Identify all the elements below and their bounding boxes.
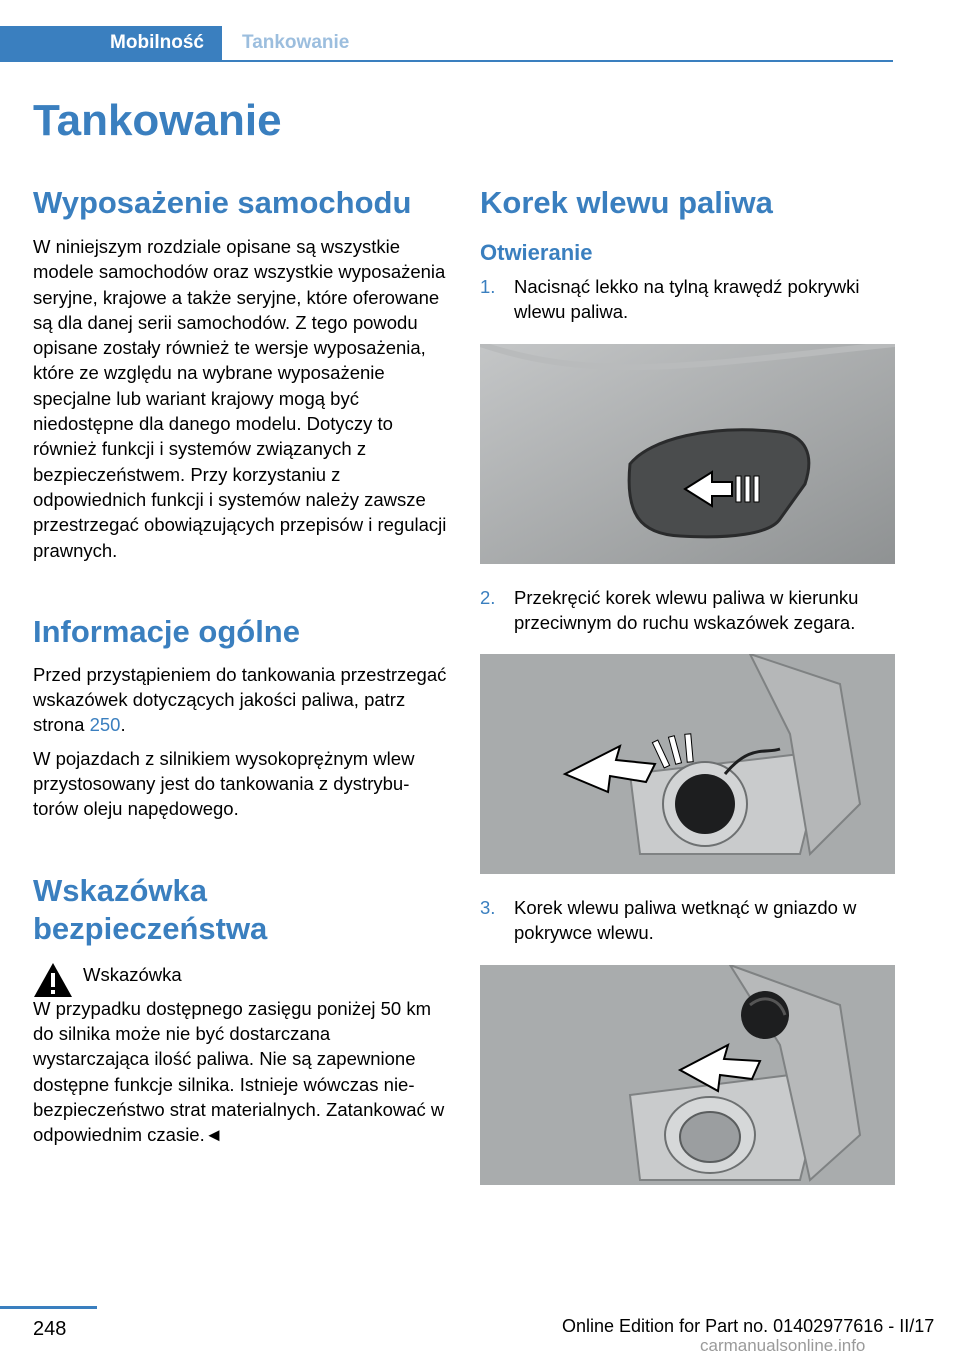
step-number: 2. (480, 586, 496, 608)
end-mark: ◄ (204, 1124, 224, 1146)
warning-triangle-icon (33, 962, 73, 998)
watermark: carmanualsonline.info (700, 1336, 866, 1355)
safety-heading: Wskazówka bezpieczeństwa (33, 872, 268, 946)
warning-text (33, 996, 447, 1148)
fuel-cap-stow-image (480, 965, 895, 1185)
equipment-heading: Wyposażenie samochodu (33, 185, 412, 220)
step-illustration-2 (480, 654, 895, 874)
general-text-1-before: Przed przystąpieniem do tankowania przestrzegać wskazówek dotyczących jakości paliwa, patrz strona (33, 663, 447, 736)
right-column (480, 184, 895, 1185)
warning-label: Wskazówka (83, 963, 182, 985)
page-number: 248 (33, 1318, 67, 1340)
edition-text: Online Edition for Part no. 01402977616 - II/17 (562, 1316, 935, 1336)
step-item (480, 895, 895, 946)
header-rule (0, 60, 893, 62)
page-header (0, 26, 893, 60)
left-column (33, 184, 447, 1147)
general-heading: Informacje ogólne (33, 613, 300, 649)
fuel-cap-stow-illustration (480, 965, 895, 1185)
page-reference-link[interactable]: 250 (89, 714, 121, 736)
fuel-flap-press-image (480, 344, 895, 564)
fuel-cap-turn-image (480, 654, 895, 874)
general-text-1 (33, 662, 447, 738)
step-item (480, 585, 895, 636)
step-number: 3. (480, 897, 496, 919)
warning-block (33, 962, 447, 998)
header-chapter-tab[interactable]: Tankowanie (242, 32, 350, 53)
equipment-text: W niniejszym rozdziale opisane są wszystkie modele samochodów oraz wszystkie wyposażenia seryjne, krajowe a także seryjne, które oferowane są dla danej serii samochodów. Z tego powodu opisane zostały również te wersje wyposażenia, które ze względu na wybrane wyposażenie specjalne lub wariant krajowy mogą być niedostępne dla danego modelu. Dotyczy to również funkcji i systemów związanych z bezpieczeństwem. Przy korzystaniu z odpowiednich funkcji i systemów należy zawsze przestrzegać obowiązujących przepisów i regulacji prawnych. (33, 236, 447, 561)
header-section-tab[interactable]: Mobilność (0, 26, 222, 60)
step-text: Przekręcić korek wlewu paliwa w kierunku przeciwnym do ruchu wskazówek zegara. (514, 586, 859, 633)
fuel-cap-turn-illustration (480, 654, 895, 874)
step-item (480, 274, 895, 325)
general-text-2: W pojazdach z silnikiem wysokoprężnym wlew przystosowany jest do tankowania z dystrybutorów oleju napędowego. (33, 747, 415, 820)
step-illustration-1 (480, 344, 895, 564)
step-illustration-3 (480, 965, 895, 1185)
step-text: Korek wlewu paliwa wetknąć w gniazdo w pokrywce wlewu. (514, 897, 857, 944)
step-text: Nacisnąć lekko na tylną krawędź pokrywki wlewu paliwa. (514, 276, 860, 323)
fuel-flap-press-illustration (480, 344, 895, 564)
warning-body: W przypadku dostępnego zasięgu poniżej 50 km do silnika może nie być dostarczana wystarczająca ilość paliwa. Nie są zapewnione dostępne funkcje silnika. Istnieje wówczas niebezpieczeństwo strat materialnych. Zatankować w odpowiednim czasie. (33, 997, 445, 1146)
opening-subheading: Otwieranie (480, 240, 593, 265)
footer-rule (0, 1306, 97, 1309)
step-number: 1. (480, 276, 496, 297)
steps-list (480, 274, 895, 1185)
general-text-1-after: . (120, 714, 126, 736)
page-title: Tankowanie (33, 96, 282, 145)
fuel-cap-heading: Korek wlewu paliwa (480, 185, 773, 220)
